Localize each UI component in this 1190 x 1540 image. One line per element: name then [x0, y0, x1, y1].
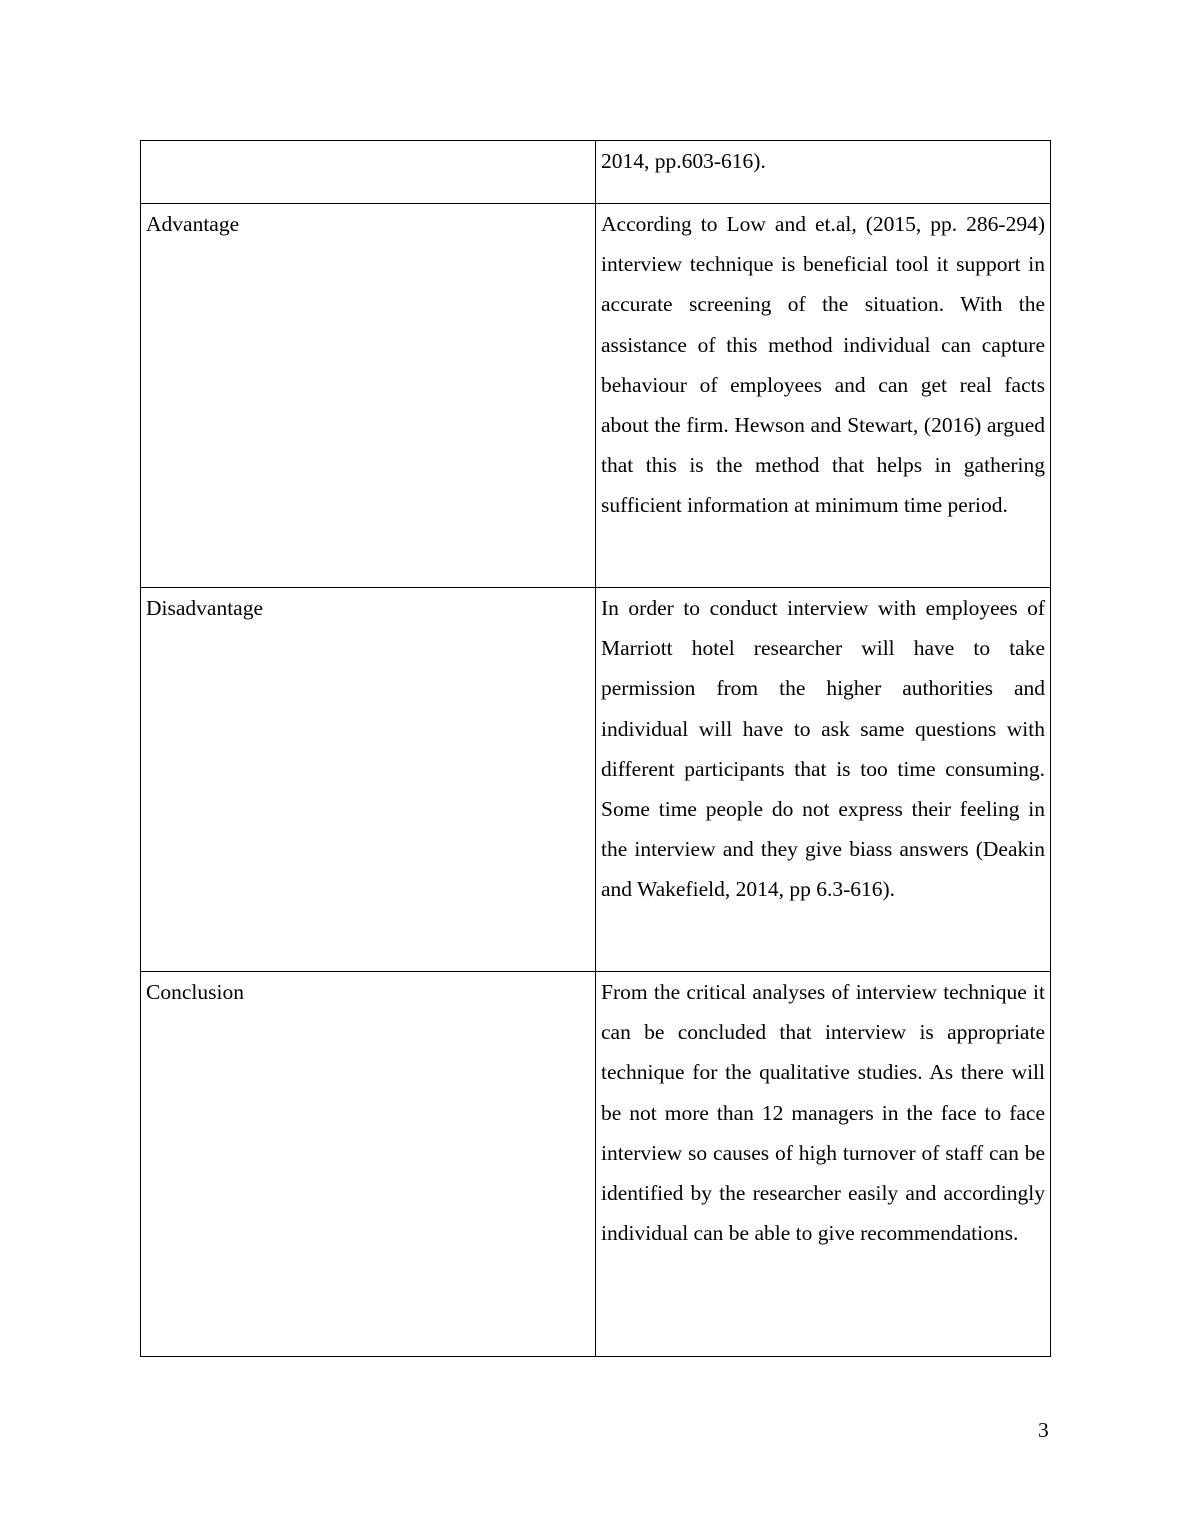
row-text-cell: 2014, pp.603-616). — [596, 141, 1051, 204]
row-text-conclusion: From the critical analyses of interview technique it can be concluded that interview is appropriate technique for the qualitative studies. As there will be not more than 12 managers in the face to face interview so causes of high turnover of staff can be identified by the researcher easily and accordingly individual can be able to give recommendations. — [596, 972, 1051, 1357]
page-number: 3 — [1038, 1418, 1049, 1442]
table-row — [141, 588, 1051, 972]
table-row — [141, 141, 1051, 204]
table-row — [141, 972, 1051, 1357]
table-row — [141, 204, 1051, 588]
row-label-disadvantage: Disadvantage — [141, 588, 596, 972]
row-text-disadvantage: In order to conduct interview with employees of Marriott hotel researcher will have to take permission from the higher authorities and individual will have to ask same questions with different participants that is too time consuming. Some time people do not express their feeling in the interview and they give biass answers (Deakin and Wakefield, 2014, pp 6.3-616). — [596, 588, 1051, 972]
row-label-conclusion: Conclusion — [141, 972, 596, 1357]
row-text-advantage: According to Low and et.al, (2015, pp. 286-294) interview technique is beneficial tool it support in accurate screening of the situation. With the assistance of this method individual can capture behaviour of employees and can get real facts about the firm. Hewson and Stewart, (2016) argued that this is the method that helps in gathering sufficient information at minimum time period. — [596, 204, 1051, 588]
row-label-cell — [141, 141, 596, 204]
row-label-advantage: Advantage — [141, 204, 596, 588]
content-table — [140, 140, 1051, 1357]
